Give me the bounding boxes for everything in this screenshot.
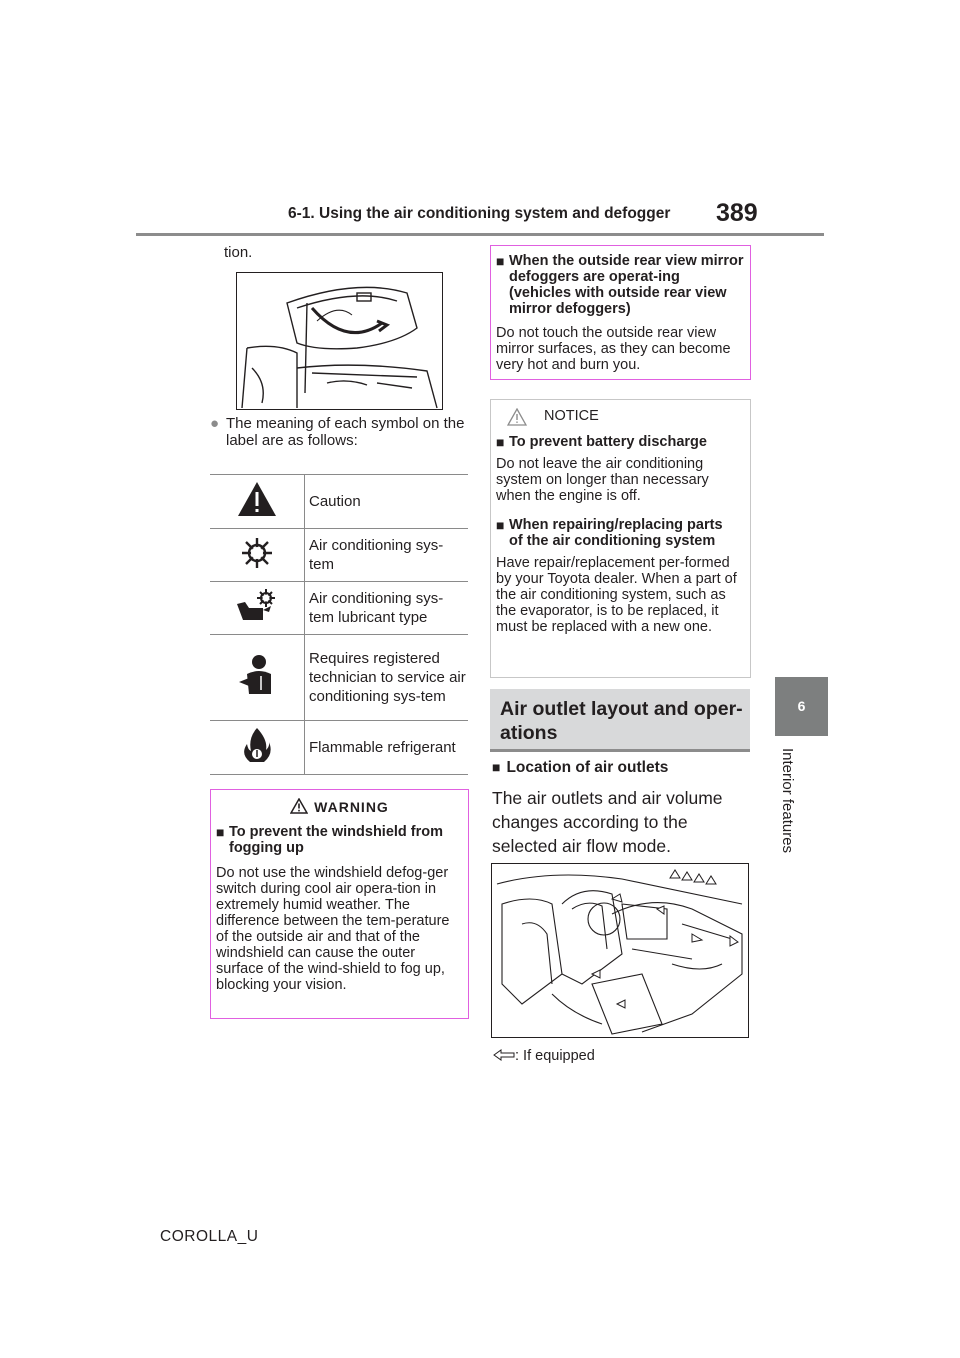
table-row: [210, 635, 468, 721]
page-number: 389: [716, 199, 758, 227]
notice-box: [490, 399, 751, 678]
chapter-tab: 6: [775, 677, 828, 736]
warning-box: [210, 789, 469, 1019]
snowflake-icon: [240, 536, 274, 570]
notice-heading-1: To prevent battery discharge: [509, 434, 707, 450]
square-bullet-icon: ■: [496, 517, 505, 533]
square-bullet-icon: ■: [492, 759, 501, 775]
cabin-drawing: [492, 864, 748, 1037]
chapter-label: [770, 748, 804, 868]
oil-can-snowflake-icon: [235, 588, 279, 624]
sub-heading-text: Location of air outlets: [506, 759, 669, 776]
continued-text: tion.: [224, 244, 253, 261]
defogger-caution-box: [490, 245, 751, 380]
flame-icon: [242, 726, 272, 764]
table-row: [210, 529, 468, 582]
outlet-arrow-icon: [493, 1049, 515, 1061]
notice-text-2: Have repair/replacement per-formed by your Toyota dealer. When a part of the air conditioning system, such as the evaporator, is to be replaced, it must be replaced with a new one.: [496, 555, 737, 635]
bullet-dot-icon: ●: [210, 415, 220, 432]
sub-heading: [492, 759, 668, 777]
table-row: [210, 721, 468, 775]
notice-heading-2: When repairing/replacing parts of the air conditioning system: [509, 517, 723, 549]
section-heading: [490, 689, 750, 752]
symbol-label: Flammable refrigerant: [305, 721, 469, 775]
air-outlet-illustration: [491, 863, 749, 1038]
warning-heading: To prevent the windshield from fogging up: [229, 824, 444, 856]
caution-triangle-icon: [236, 480, 278, 518]
box-text: Do not touch the outside rear view mirror surfaces, as they can become very hot and burn you.: [496, 325, 731, 373]
warning-triangle-icon: [290, 798, 308, 814]
table-row: [210, 582, 468, 635]
table-row: [210, 475, 468, 529]
symbol-label: Air conditioning sys-tem lubricant type: [305, 582, 469, 635]
hood-label-illustration: [236, 272, 443, 410]
notice-title: NOTICE: [544, 408, 599, 424]
box-heading: When the outside rear view mirror defoggers are operat-ing (vehicles with outside rear view mirror defoggers): [509, 253, 744, 317]
symbol-table: [210, 474, 468, 775]
symbol-label: Requires registered technician to service air conditioning sys-tem: [305, 635, 469, 721]
chapter-label-text: Interior features: [779, 748, 796, 854]
symbol-label: Air conditioning sys-tem: [305, 529, 469, 582]
legend-text: : If equipped: [515, 1048, 595, 1064]
hood-open-drawing: [237, 273, 442, 409]
section-title: Air outlet layout and oper-ations: [500, 698, 743, 744]
symbol-label: Caution: [305, 475, 469, 529]
intro-paragraph: The air outlets and air volume changes according to the selected air flow mode.: [492, 788, 723, 856]
bullet-item: [210, 415, 465, 449]
notice-triangle-icon: [507, 408, 527, 426]
header-title: 6-1. Using the air conditioning system and defogger: [288, 205, 671, 222]
square-bullet-icon: ■: [496, 253, 505, 269]
square-bullet-icon: ■: [496, 434, 505, 450]
square-bullet-icon: ■: [216, 824, 225, 840]
footer-code: COROLLA_U: [160, 1228, 259, 1245]
warning-title: WARNING: [314, 799, 389, 815]
bullet-text: The meaning of each symbol on the label are as follows:: [226, 415, 465, 449]
legend: [493, 1048, 595, 1064]
header-rule: [136, 233, 824, 236]
notice-text-1: Do not leave the air conditioning system on longer than necessary when the engine is off.: [496, 456, 709, 504]
warning-text: Do not use the windshield defog-ger switch during cool air opera-tion in extremely humid weather. The difference between the tem-perature of the outside air and that of the windshield can cause the outer surface of the wind-shield to fog up, blocking your vision.: [216, 865, 450, 993]
technician-icon: [237, 654, 277, 696]
